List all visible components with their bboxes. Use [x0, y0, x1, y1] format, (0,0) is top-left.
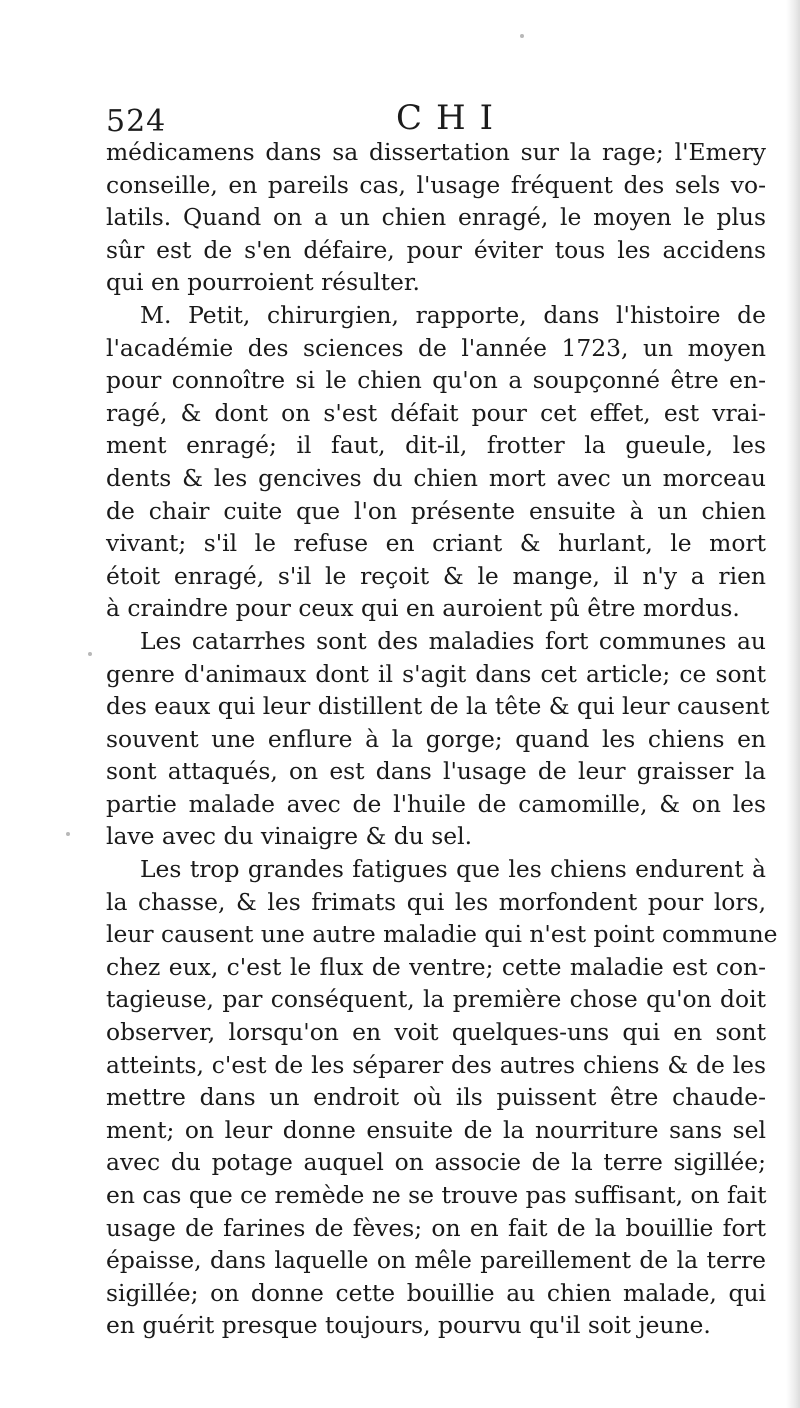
text-line: ment enragé; il faut, dit-il, frotter la gueule, les — [106, 431, 766, 460]
text-line: chez eux, c'est le flux de ventre; cette maladie est con- — [106, 952, 766, 981]
running-head: CHI — [396, 98, 508, 138]
text-line: sont attaqués, on est dans l'usage de leur graisser la — [106, 757, 766, 786]
text-line: épaisse, dans laquelle on mêle pareillement de la terre — [106, 1246, 766, 1275]
text-line: la chasse, & les frimats qui les morfondent pour lors, — [106, 887, 766, 916]
text-line: qui en pourroient résulter. — [106, 268, 420, 297]
text-line: mettre dans un endroit où ils puissent être chaude- — [106, 1083, 766, 1112]
text-line: pour connoître si le chien qu'on a soupçonné être en- — [106, 366, 766, 395]
text-line: lave avec du vinaigre & du sel. — [106, 822, 473, 851]
text-line: atteints, c'est de les séparer des autres chiens & de les — [106, 1050, 766, 1079]
text-line: ment; on leur donne ensuite de la nourriture sans sel — [106, 1115, 766, 1144]
paper-edge — [786, 0, 800, 1408]
paper-speck — [520, 34, 524, 38]
text-line: souvent une enflure à la gorge; quand les chiens en — [106, 724, 766, 753]
text-line: en cas que ce remède ne se trouve pas suffisant, on fait — [106, 1181, 767, 1209]
text-line: partie malade avec de l'huile de camomille, & on les — [106, 789, 766, 818]
text-line: genre d'animaux dont il s'agit dans cet article; ce sont — [106, 659, 766, 688]
text-line: sûr est de s'en défaire, pour éviter tous les accidens — [106, 235, 766, 264]
text-line: de chair cuite que l'on présente ensuite à un chien — [106, 496, 766, 525]
text-line: à craindre pour ceux qui en auroient pû être mordus. — [106, 594, 740, 623]
text-line: ragé, & dont on s'est défait pour cet effet, est vrai- — [106, 398, 766, 427]
text-line: vivant; s'il le refuse en criant & hurlant, le mort — [106, 529, 766, 558]
text-line: observer, lorsqu'on en voit quelques-uns qui en sont — [106, 1018, 766, 1047]
body-text — [106, 136, 778, 1342]
text-line: conseille, en pareils cas, l'usage fréquent des sels vo- — [106, 170, 766, 199]
text-line: des eaux qui leur distillent de la tête & qui leur causent — [106, 692, 770, 721]
paper-speck — [66, 832, 70, 836]
text-line: médicamens dans sa dissertation sur la rage; l'Emery — [106, 138, 766, 166]
page-number: 524 — [106, 104, 167, 139]
text-line: M. Petit, chirurgien, rapporte, dans l'histoire de — [140, 300, 766, 329]
text-line: l'académie des sciences de l'année 1723, un moyen — [106, 333, 766, 362]
text-line: dents & les gencives du chien mort avec un morceau — [106, 463, 766, 492]
text-line: avec du potage auquel on associe de la terre sigillée; — [106, 1148, 766, 1177]
text-line: sigillée; on donne cette bouillie au chien malade, qui — [106, 1278, 766, 1307]
text-line: en guérit presque toujours, pourvu qu'il soit jeune. — [106, 1311, 711, 1340]
text-line: étoit enragé, s'il le reçoit & le mange, il n'y a rien — [106, 561, 766, 590]
text-line: latils. Quand on a un chien enragé, le moyen le plus — [106, 203, 766, 232]
text-line: tagieuse, par conséquent, la première chose qu'on doit — [106, 985, 766, 1014]
text-line: Les catarrhes sont des maladies fort communes au — [140, 626, 766, 655]
text-line: leur causent une autre maladie qui n'est point commune — [106, 920, 778, 949]
text-line: usage de farines de fèves; on en fait de la bouillie fort — [106, 1213, 766, 1242]
text-line: Les trop grandes fatigues que les chiens endurent à — [140, 855, 766, 884]
paper-speck — [88, 652, 92, 656]
